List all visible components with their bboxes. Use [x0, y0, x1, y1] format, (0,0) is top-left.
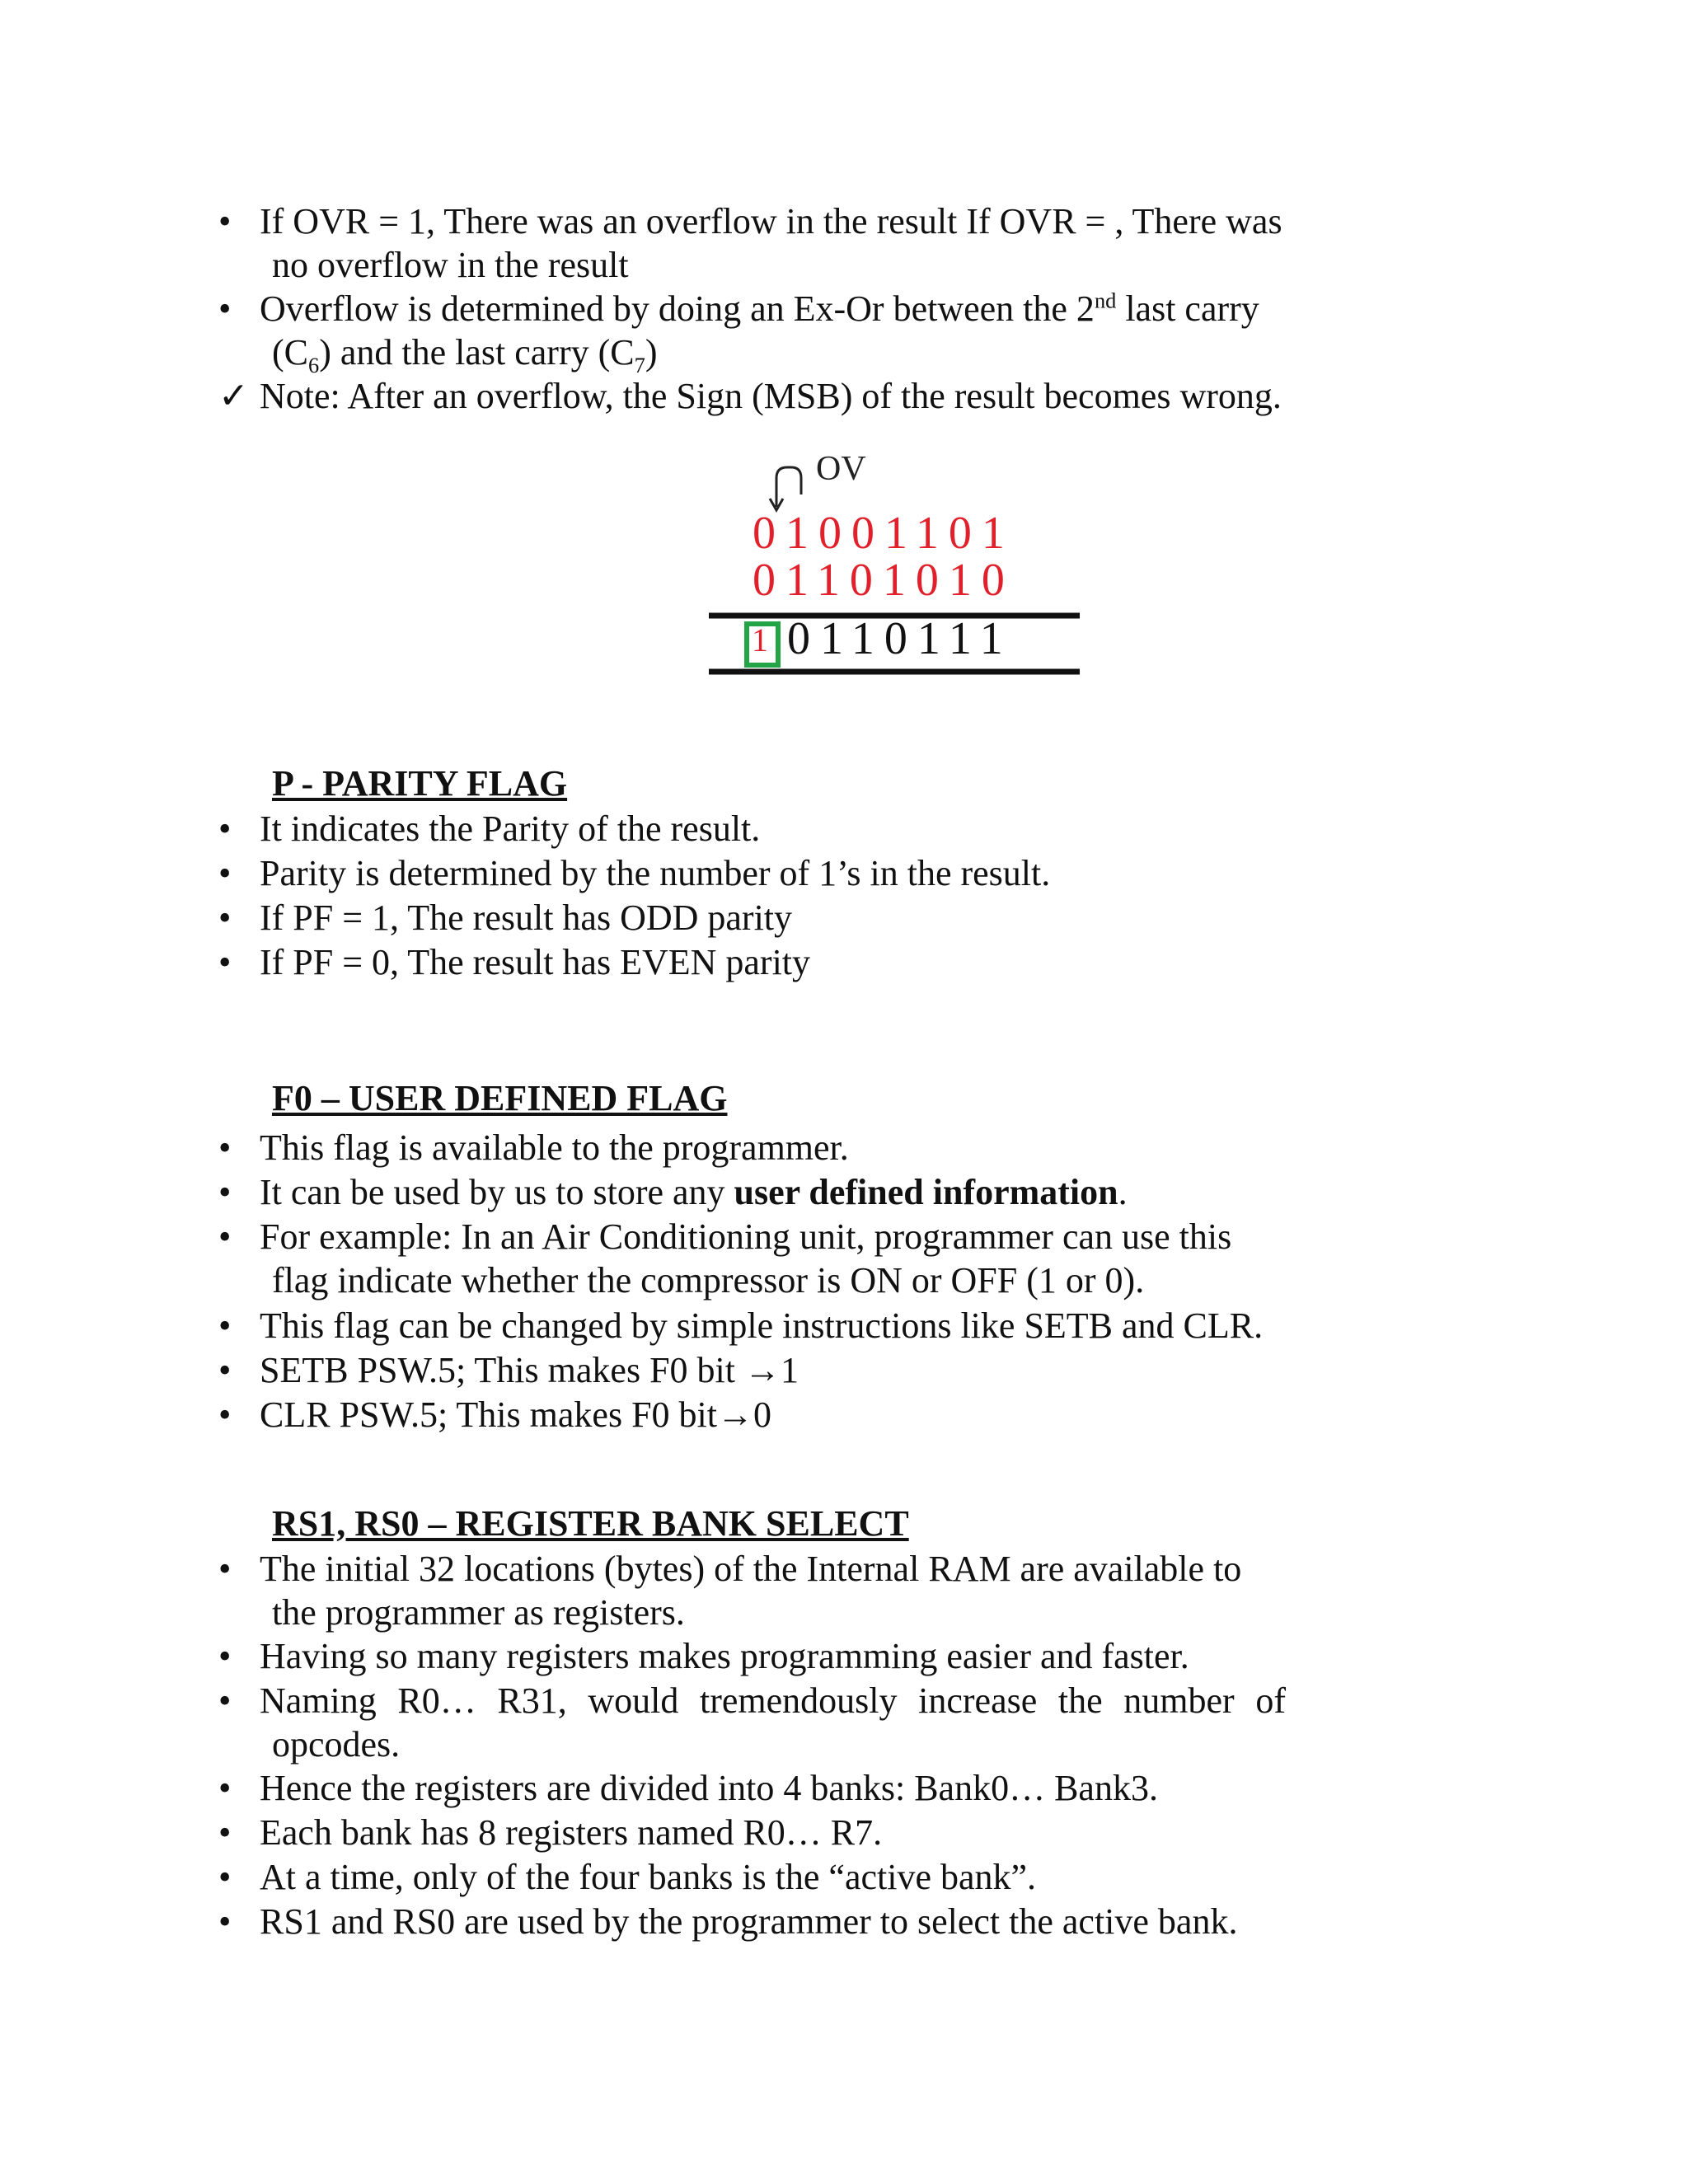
bullet-marker: • — [218, 1549, 232, 1589]
list-item-text-continued: the programmer as registers. — [272, 1592, 685, 1633]
list-item-text — [260, 1170, 1286, 1214]
list-item-text: Naming R0… R31, would tremendously increase the number of — [260, 1680, 1286, 1721]
list-item-text: The initial 32 locations (bytes) of the Internal RAM are available to — [260, 1549, 1242, 1589]
text-fragment: . — [1118, 1172, 1128, 1212]
subscript: 7 — [634, 352, 645, 377]
list-item-text: Having so many registers makes programming easier and faster. — [260, 1636, 1189, 1676]
list-item-text-continued: no overflow in the result — [272, 245, 629, 285]
list-item-text: If PF = 1, The result has ODD parity — [260, 898, 793, 938]
bold-text: user defined information — [734, 1172, 1118, 1212]
text-fragment: ) and the last carry (C — [319, 332, 635, 373]
text-fragment: last carry — [1116, 288, 1259, 329]
operand-1: 01001101 — [753, 508, 1015, 559]
carry-out-bit: 1 — [752, 621, 768, 658]
list-item-text: If OVR = 1, There was an overflow in the result If OVR = , There was — [260, 201, 1282, 241]
bullet-marker: • — [218, 898, 232, 938]
list-item-text-continued: flag indicate whether the compressor is ON or OFF (1 or 0). — [272, 1260, 1145, 1301]
section-heading: P - PARITY FLAG — [272, 763, 568, 804]
subscript: 6 — [308, 352, 320, 377]
text-fragment: Overflow is determined by doing an Ex-Or between the 2 — [260, 288, 1095, 329]
bullet-marker: • — [218, 1172, 232, 1212]
list-item-text: RS1 and RS0 are used by the programmer to select the active bank. — [260, 1901, 1238, 1942]
list-item-text: At a time, only of the four banks is the “active bank”. — [260, 1857, 1037, 1897]
bullet-marker: • — [218, 1812, 232, 1853]
bullet-marker: • — [218, 1901, 232, 1942]
list-item-text: Parity is determined by the number of 1’s in the result. — [260, 853, 1051, 893]
bullet-marker: • — [218, 1216, 232, 1257]
bullet-marker: • — [218, 808, 232, 849]
bullet-marker: • — [218, 1394, 232, 1435]
list-item-text: This flag can be changed by simple instructions like SETB and CLR. — [260, 1305, 1264, 1346]
list-item-text: It indicates the Parity of the result. — [260, 808, 761, 849]
list-item-text: CLR PSW.5; This makes F0 bit→0 — [260, 1394, 771, 1435]
list-item-text-continued: opcodes. — [272, 1724, 401, 1765]
section-heading: RS1, RS0 – REGISTER BANK SELECT — [272, 1503, 909, 1544]
bullet-marker: • — [218, 1768, 232, 1808]
bullet-marker: • — [218, 288, 232, 329]
list-item-text-continued — [260, 330, 1286, 377]
bullet-marker: • — [218, 1127, 232, 1168]
bullet-marker: • — [218, 942, 232, 982]
operand-2: 01101010 — [753, 555, 1015, 606]
ov-label: OV — [816, 450, 866, 488]
list-item-text: This flag is available to the programmer. — [260, 1127, 849, 1168]
section-heading: F0 – USER DEFINED FLAG — [272, 1078, 728, 1118]
list-item-text — [260, 288, 1259, 329]
result-bits: 0110111 — [787, 613, 1013, 664]
bullet-marker: • — [218, 1350, 232, 1390]
binary-addition-diagram — [701, 449, 1096, 684]
text-fragment: It can be used by us to store any — [260, 1172, 734, 1212]
list-item-text: For example: In an Air Conditioning unit, programmer can use this — [260, 1216, 1232, 1257]
list-item-text: Hence the registers are divided into 4 banks: Bank0… Bank3. — [260, 1768, 1158, 1808]
bullet-marker: • — [218, 1857, 232, 1897]
bullet-marker: • — [218, 1305, 232, 1346]
superscript: nd — [1094, 288, 1117, 313]
text-fragment: ) — [645, 332, 658, 373]
list-item-text: Note: After an overflow, the Sign (MSB) of the result becomes wrong. — [260, 376, 1282, 416]
list-item-text: SETB PSW.5; This makes F0 bit →1 — [260, 1350, 799, 1390]
text-fragment: (C — [272, 332, 308, 373]
bullet-marker: • — [218, 1680, 232, 1721]
bullet-marker: • — [218, 853, 232, 893]
bullet-marker: • — [218, 1636, 232, 1676]
list-item-text: If PF = 0, The result has EVEN parity — [260, 942, 811, 982]
checkmark-icon: ✓ — [218, 376, 249, 416]
bullet-marker: • — [218, 201, 232, 241]
list-item-text: Each bank has 8 registers named R0… R7. — [260, 1812, 883, 1853]
